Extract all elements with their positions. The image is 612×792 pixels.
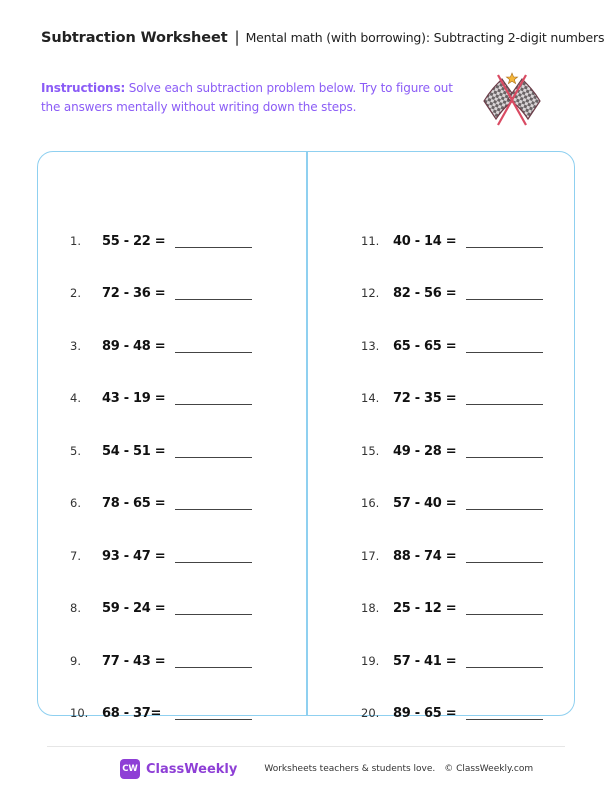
problem-row <box>70 511 252 564</box>
footer-copyright: © ClassWeekly.com <box>444 764 534 774</box>
title-separator: | <box>234 28 240 46</box>
problem-number: 11. <box>361 233 380 248</box>
answer-blank[interactable] <box>466 613 543 615</box>
problems-column-left <box>70 196 252 721</box>
worksheet-title: Subtraction Worksheet <box>41 30 228 46</box>
answer-blank[interactable] <box>175 666 252 668</box>
problem-number: 5. <box>70 443 81 458</box>
answer-blank[interactable] <box>175 561 252 563</box>
problem-row <box>70 249 252 302</box>
problem-row <box>361 301 543 354</box>
classweekly-logo-icon: CW <box>120 759 140 779</box>
problem-row <box>361 354 543 407</box>
brand-name: ClassWeekly <box>146 761 238 777</box>
problem-expression: 54 - 51 = <box>102 443 166 459</box>
problem-row <box>70 406 252 459</box>
problem-expression: 88 - 74 = <box>393 548 457 564</box>
problem-number: 14. <box>361 391 380 405</box>
problem-expression: 49 - 28 = <box>393 443 457 459</box>
problem-expression: 68 - 37= <box>102 706 162 721</box>
answer-blank[interactable] <box>466 718 543 720</box>
problem-row <box>361 616 543 669</box>
problem-number: 6. <box>70 496 81 510</box>
problem-row <box>361 196 543 249</box>
problem-number: 20. <box>361 706 380 720</box>
problem-expression: 59 - 24 = <box>102 601 166 616</box>
answer-blank[interactable] <box>175 456 252 458</box>
answer-blank[interactable] <box>466 298 543 300</box>
problem-number: 4. <box>70 391 81 405</box>
problem-expression: 89 - 48 = <box>102 338 166 354</box>
problem-expression: 55 - 22 = <box>102 233 166 249</box>
problem-number: 3. <box>70 338 81 353</box>
problem-expression: 40 - 14 = <box>393 233 457 249</box>
problem-number: 1. <box>70 233 81 248</box>
problem-row <box>70 354 252 407</box>
problems-column-right <box>361 196 543 721</box>
instructions <box>41 79 461 117</box>
problem-row <box>70 616 252 669</box>
problem-row <box>70 564 252 617</box>
problem-number: 19. <box>361 653 380 668</box>
problem-expression: 65 - 65 = <box>393 338 457 354</box>
problem-row <box>361 406 543 459</box>
problem-number: 15. <box>361 443 380 458</box>
footer-divider <box>47 746 565 747</box>
checkered-flags-icon <box>476 71 548 127</box>
problem-row <box>70 669 252 722</box>
problem-row <box>70 301 252 354</box>
problem-expression: 25 - 12 = <box>393 601 457 616</box>
answer-blank[interactable] <box>175 718 252 720</box>
answer-blank[interactable] <box>175 613 252 615</box>
problem-number: 10. <box>70 706 89 720</box>
problem-expression: 82 - 56 = <box>393 286 457 301</box>
problem-row <box>361 669 543 722</box>
problem-number: 2. <box>70 286 81 300</box>
problem-expression: 78 - 65 = <box>102 496 166 511</box>
problem-number: 18. <box>361 601 380 615</box>
problem-number: 13. <box>361 338 380 353</box>
problem-number: 17. <box>361 548 380 563</box>
problem-expression: 93 - 47 = <box>102 548 166 564</box>
instructions-text: Solve each subtraction problem below. Try to figure out the answers mentally without writing down the steps. <box>41 81 453 114</box>
answer-blank[interactable] <box>175 246 252 248</box>
problem-row <box>361 249 543 302</box>
footer-tagline: Worksheets teachers & students love. <box>264 764 436 774</box>
problem-row <box>361 511 543 564</box>
problem-number: 7. <box>70 548 81 563</box>
problem-expression: 72 - 35 = <box>393 391 457 406</box>
problem-row <box>70 196 252 249</box>
problem-expression: 43 - 19 = <box>102 391 166 406</box>
answer-blank[interactable] <box>175 403 252 405</box>
worksheet-subtitle: Mental math (with borrowing): Subtracting 2-digit numbers <box>245 30 605 45</box>
problem-number: 9. <box>70 653 81 668</box>
problem-number: 8. <box>70 601 81 615</box>
problem-row <box>70 459 252 512</box>
column-divider <box>306 151 308 716</box>
answer-blank[interactable] <box>175 351 252 353</box>
answer-blank[interactable] <box>466 666 543 668</box>
problem-expression: 72 - 36 = <box>102 286 166 301</box>
problem-expression: 77 - 43 = <box>102 653 166 669</box>
problem-expression: 57 - 41 = <box>393 653 457 669</box>
worksheet-header <box>41 28 605 46</box>
answer-blank[interactable] <box>466 456 543 458</box>
problem-number: 16. <box>361 496 380 510</box>
answer-blank[interactable] <box>466 246 543 248</box>
problem-expression: 57 - 40 = <box>393 496 457 511</box>
problem-number: 12. <box>361 286 380 300</box>
answer-blank[interactable] <box>175 508 252 510</box>
answer-blank[interactable] <box>175 298 252 300</box>
answer-blank[interactable] <box>466 508 543 510</box>
footer <box>120 759 533 779</box>
answer-blank[interactable] <box>466 403 543 405</box>
problem-row <box>361 564 543 617</box>
answer-blank[interactable] <box>466 561 543 563</box>
problem-expression: 89 - 65 = <box>393 706 457 721</box>
instructions-label: Instructions: <box>41 81 126 95</box>
answer-blank[interactable] <box>466 351 543 353</box>
problem-row <box>361 459 543 512</box>
